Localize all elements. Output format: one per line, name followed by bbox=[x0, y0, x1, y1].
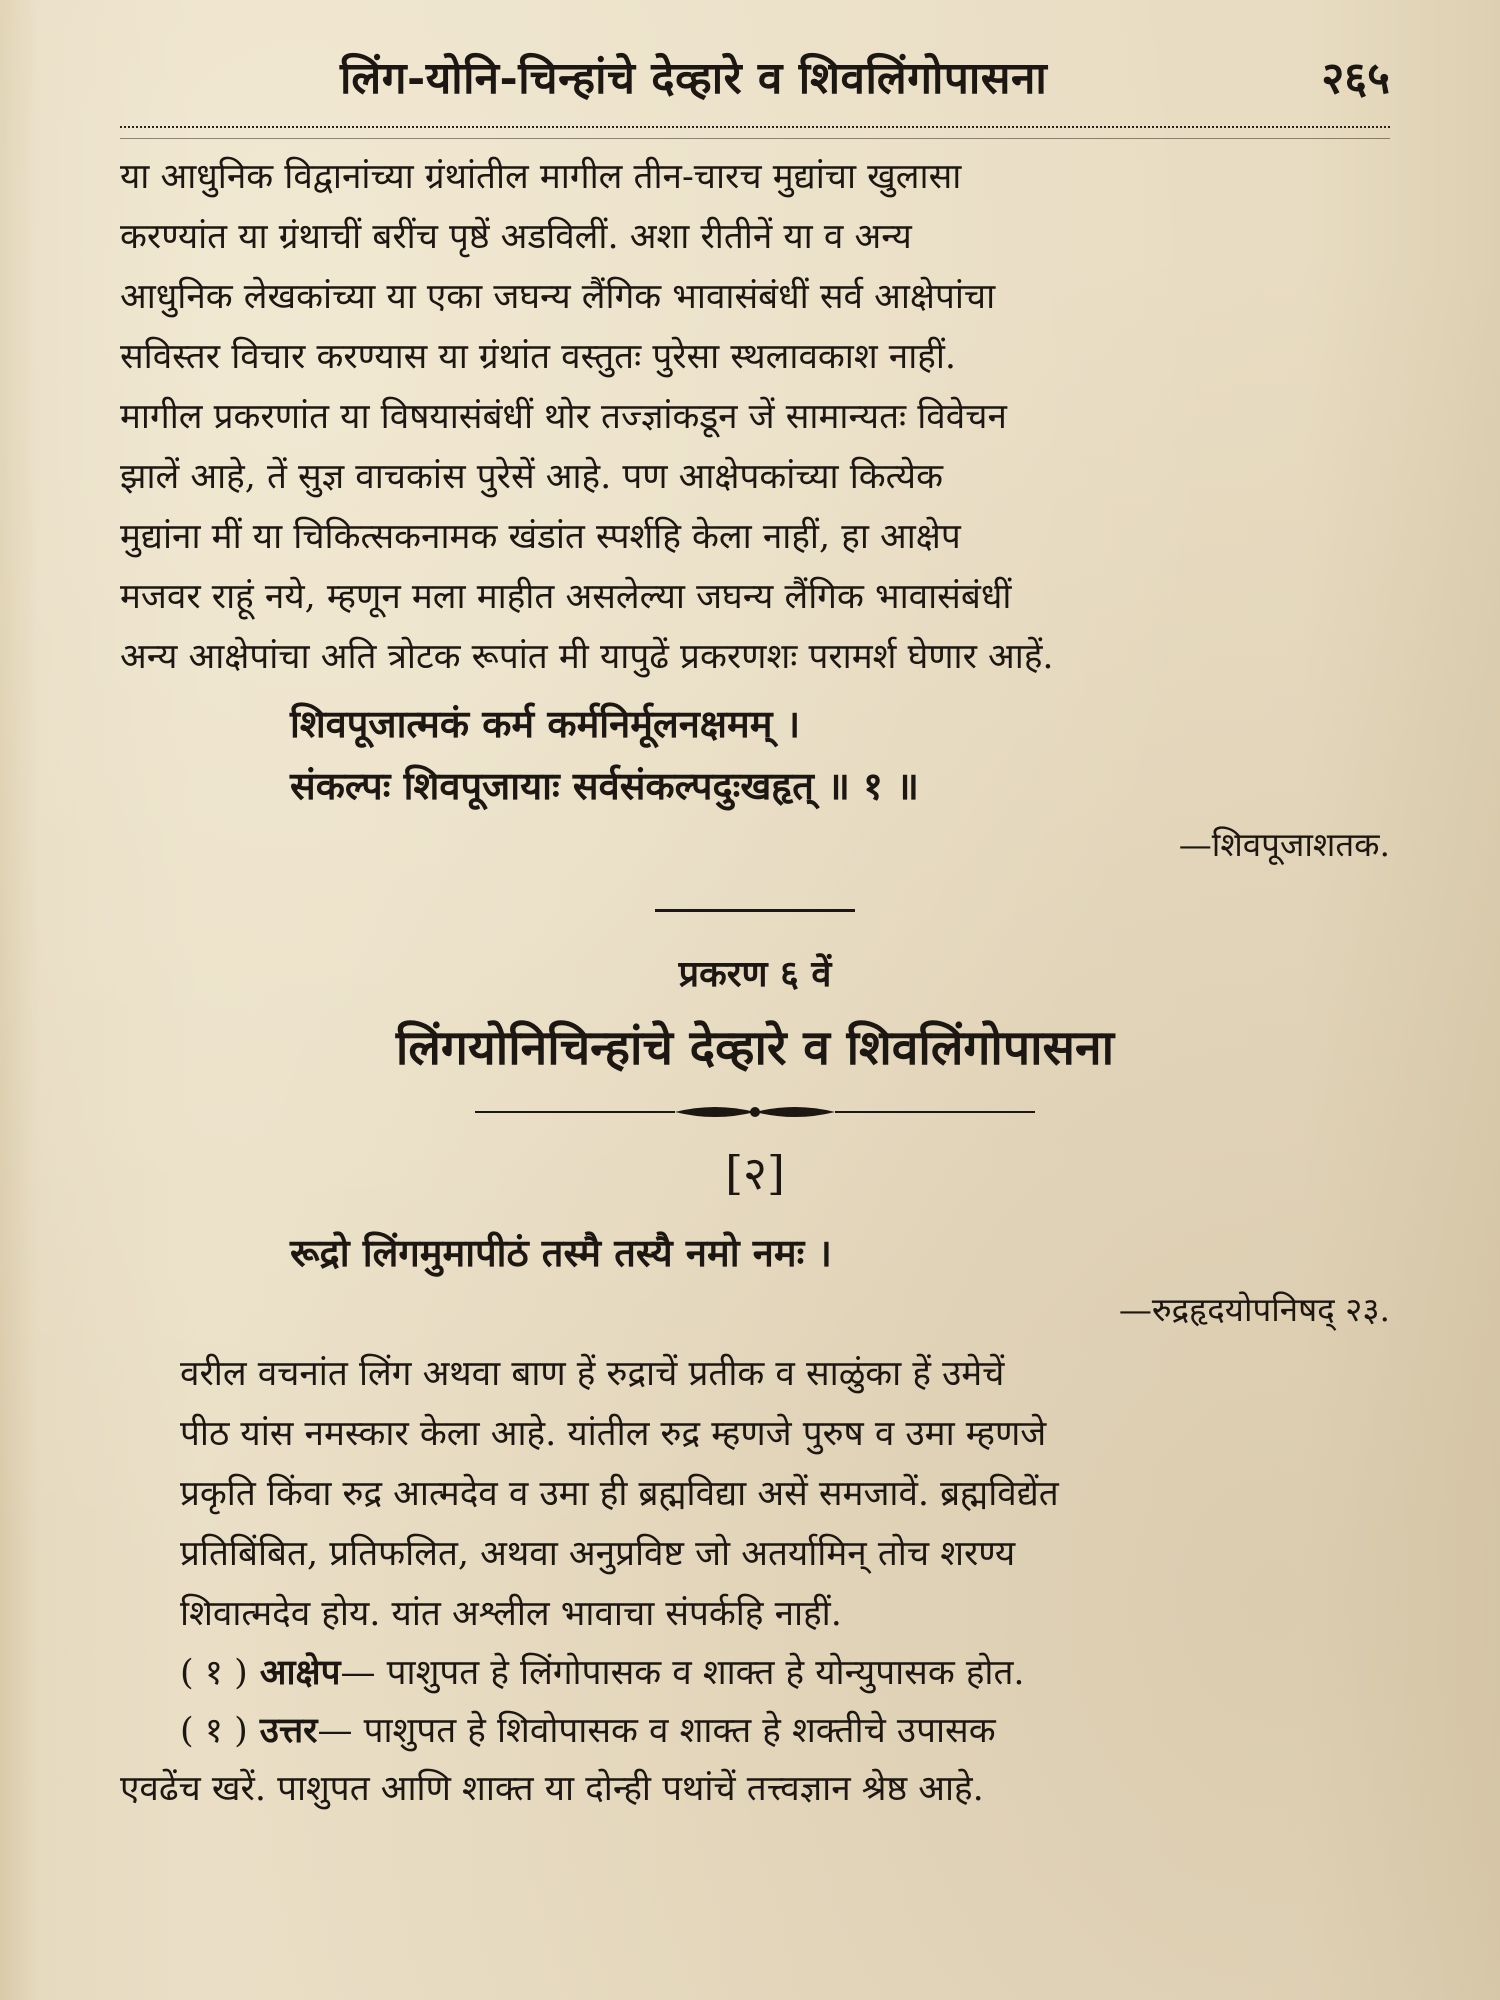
running-header bbox=[180, 28, 1390, 118]
answer-number: ( १ ) bbox=[180, 1711, 248, 1751]
paragraph-line: मागील प्रकरणांत या विषयासंबंधीं थोर तज्ज्ञांकडून जें सामान्यतः विवेचन bbox=[120, 397, 1007, 437]
paragraph-line: या आधुनिक विद्वानांच्या ग्रंथांतील मागील तीन-चारच मुद्यांचा खुलासा bbox=[120, 157, 962, 197]
paragraph-line: मुद्यांना मीं या चिकित्सकनामक खंडांत स्पर्शहि केला नाहीं, हा आक्षेप bbox=[120, 517, 961, 557]
paragraph-line: शिवात्मदेव होय. यांत अश्लील भावाचा संपर्कहि नाहीं. bbox=[180, 1594, 842, 1634]
paragraph-line: झालें आहे, तें सुज्ञ वाचकांस पुरेसें आहे. पण आक्षेपकांच्या कित्येक bbox=[120, 457, 943, 497]
paragraph-line: करण्यांत या ग्रंथाचीं बरींच पृष्ठें अडविलीं. अशा रीतीनें या व अन्य bbox=[120, 217, 912, 257]
objection-text: — पाशुपत हे लिंगोपासक व शाक्त हे योन्युपासक होत. bbox=[340, 1653, 1025, 1693]
paragraph-line: अन्य आक्षेपांचा अति त्रोटक रूपांत मी यापुढें प्रकरणशः परामर्श घेणार आहें. bbox=[120, 637, 1054, 677]
paragraph-line: पीठ यांस नमस्कार केला आहे. यांतील रुद्र म्हणजे पुरुष व उमा म्हणजे bbox=[180, 1414, 1047, 1454]
verse-2-attribution: —रुद्रहृदयोपनिषद् २३. bbox=[1118, 1290, 1390, 1329]
objection-label: आक्षेप bbox=[259, 1652, 341, 1693]
answer-text: — पाशुपत हे शिवोपासक व शाक्त हे शक्तीचे उपासक bbox=[317, 1711, 996, 1751]
paragraph-line: प्रतिबिंबित, प्रतिफलित, अथवा अनुप्रविष्ट जो अतर्यामिन् तोच शरण्य bbox=[180, 1534, 1016, 1574]
sanskrit-verse-1 bbox=[290, 693, 1390, 817]
answer-line bbox=[120, 1702, 1390, 1760]
paragraph-line: प्रकृति किंवा रुद्र आत्मदेव व उमा ही ब्रह्मविद्या असें समजावें. ब्रह्मविद्येंत bbox=[180, 1474, 1059, 1514]
verse-line: संकल्पः शिवपूजायाः सर्वसंकल्पदुःखहृत् ॥ १ ॥ bbox=[290, 763, 919, 808]
section-divider bbox=[655, 909, 855, 912]
sanskrit-verse-2: रूद्रो लिंगमुमापीठं तस्मै तस्यै नमो नमः । bbox=[290, 1230, 832, 1275]
answer-label: उत्तर bbox=[259, 1710, 318, 1751]
running-title: लिंग-योनि-चिन्हांचे देव्हारे व शिवलिंगोपासना bbox=[340, 53, 1048, 104]
verse-1-attribution: —शिवपूजाशतक. bbox=[1178, 825, 1390, 864]
objection-number: ( १ ) bbox=[180, 1653, 248, 1693]
ornament-rule-icon bbox=[475, 1100, 1035, 1124]
paragraph-line: सविस्तर विचार करण्यास या ग्रंथांत वस्तुतः पुरेसा स्थलावकाश नाहीं. bbox=[120, 337, 957, 377]
section-number: [२] bbox=[725, 1146, 785, 1200]
paragraph-line: वरील वचनांत लिंग अथवा बाण हें रुद्राचें प्रतीक व साळुंका हें उमेचें bbox=[180, 1354, 1005, 1394]
final-line: एवढेंच खरें. पाशुपत आणि शाक्त या दोन्ही पथांचें तत्त्वज्ञान श्रेष्ठ आहे. bbox=[120, 1769, 984, 1809]
page-number: २६५ bbox=[1321, 53, 1390, 104]
chapter-label: प्रकरण ६ वें bbox=[678, 953, 832, 995]
objection-line bbox=[120, 1644, 1390, 1702]
paragraph-line: मजवर राहूं नये, म्हणून मला माहीत असलेल्या जघन्य लैंगिक भावासंबंधीं bbox=[120, 577, 1012, 617]
chapter-title: लिंगयोनिचिन्हांचे देव्हारे व शिवलिंगोपासना bbox=[395, 1020, 1115, 1076]
paragraph-1 bbox=[120, 147, 1390, 687]
paragraph-line: आधुनिक लेखकांच्या या एका जघन्य लैंगिक भावासंबंधीं सर्व आक्षेपांचा bbox=[120, 277, 996, 317]
verse-line: शिवपूजात्मकं कर्म कर्मनिर्मूलनक्षमम् । bbox=[290, 701, 801, 746]
header-rule bbox=[120, 126, 1390, 139]
paragraph-2 bbox=[120, 1344, 1390, 1644]
